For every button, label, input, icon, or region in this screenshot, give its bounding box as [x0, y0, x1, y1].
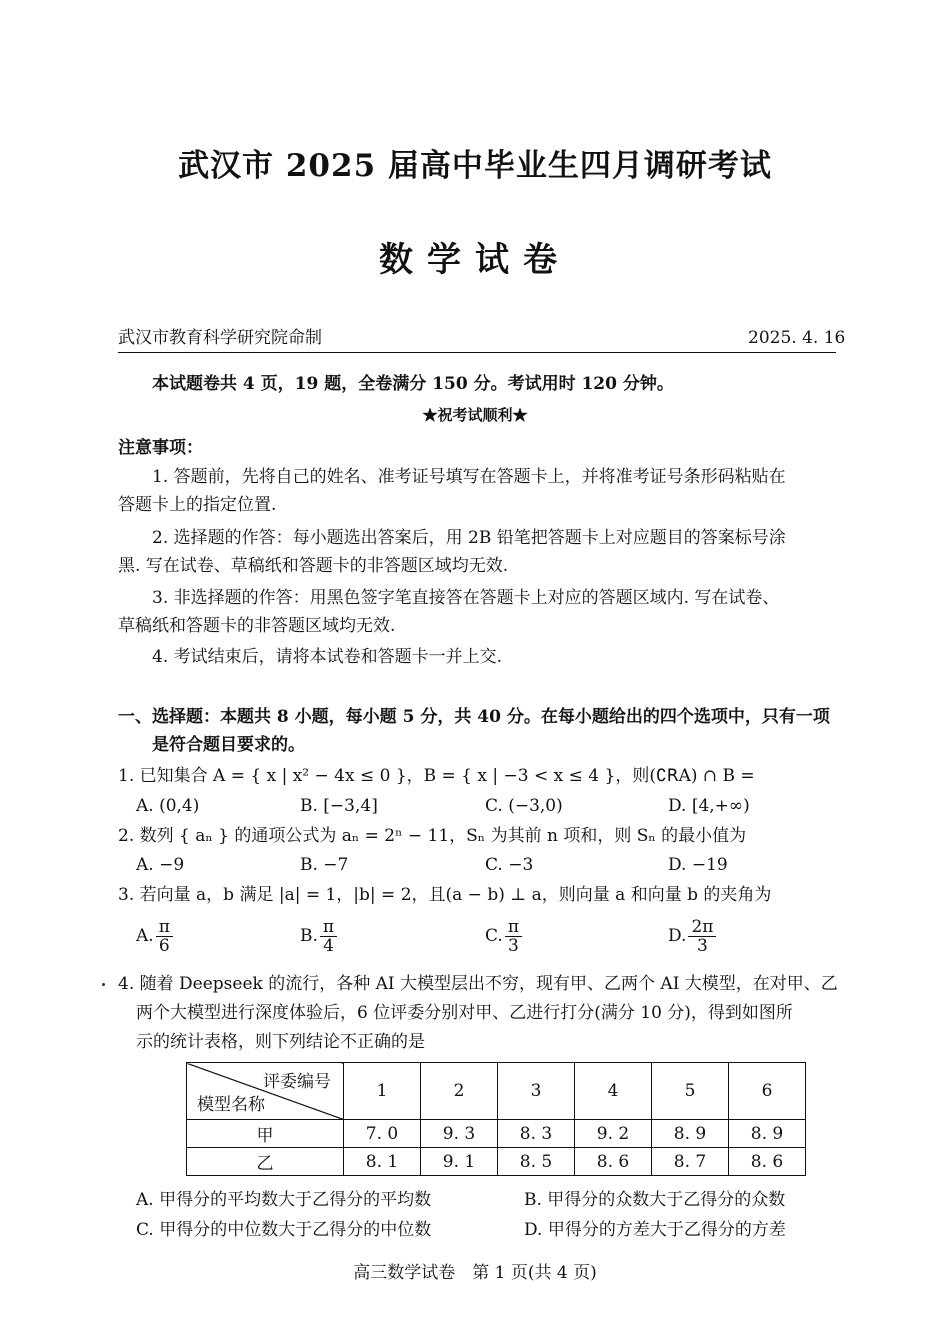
score-cell: 8. 9 [652, 1120, 729, 1148]
fraction-numerator: 2π [688, 918, 716, 937]
q2-option-b: B. −7 [300, 855, 349, 875]
exam-date: 2025. 4. 16 [748, 328, 846, 348]
exam-title: 武汉市 2025 届高中毕业生四月调研考试 [178, 148, 772, 184]
header-divider [118, 352, 836, 353]
q4-option-c: C. 甲得分的中位数大于乙得分的中位数 [136, 1220, 432, 1240]
question-1-stem: 1. 已知集合 A = { x | x² − 4x ≤ 0 }，B = { x | −3 < x ≤ 4 }，则(∁ꓣA) ∩ B = [118, 766, 755, 786]
question-3-stem: 3. 若向量 a，b 满足 |a| = 1，|b| = 2，且(a − b) ⊥ a，则向量 a 和向量 b 的夹角为 [118, 885, 772, 905]
note-1-line-2: 答题卡上的指定位置. [118, 495, 277, 515]
table-header-row [187, 1063, 806, 1120]
note-3-line-1: 3. 非选择题的作答：用黑色签字笔直接答在答题卡上对应的答题区域内. 写在试卷、 [152, 588, 780, 608]
q2-option-d: D. −19 [668, 855, 728, 875]
q2-option-a: A. −9 [136, 855, 185, 875]
q3-option-a-fraction [156, 918, 173, 955]
fraction-numerator: π [320, 918, 337, 937]
fraction-denominator: 4 [323, 936, 334, 956]
section-1-heading-line-2: 是符合题目要求的。 [152, 735, 305, 755]
q3-option-c-fraction [505, 918, 522, 955]
fraction-numerator: π [505, 918, 522, 937]
judge-header: 5 [652, 1063, 729, 1120]
judge-header: 3 [498, 1063, 575, 1120]
q3-option-b-label: B. [300, 926, 318, 946]
section-1-heading-line-1: 一、选择题：本题共 8 小题，每小题 5 分，共 40 分。在每小题给出的四个选项中，只有一项 [118, 707, 830, 727]
score-cell: 8. 7 [652, 1148, 729, 1176]
fraction-denominator: 3 [697, 936, 708, 956]
note-3-line-2: 草稿纸和答题卡的非答题区域均无效. [118, 616, 396, 636]
q3-option-d [668, 918, 716, 955]
table-row [187, 1148, 806, 1176]
fraction-denominator: 6 [158, 936, 170, 956]
issuer: 武汉市教育科学研究院命制 [118, 328, 322, 348]
score-cell: 8. 1 [344, 1148, 421, 1176]
q4-option-b: B. 甲得分的众数大于乙得分的众数 [524, 1190, 786, 1210]
judge-header: 1 [344, 1063, 421, 1120]
score-table [186, 1062, 806, 1176]
q3-option-b [300, 918, 337, 955]
score-cell: 7. 0 [344, 1120, 421, 1148]
good-luck-banner: ★祝考试顺利★ [422, 406, 528, 424]
q2-option-c: C. −3 [485, 855, 534, 875]
q3-option-c [485, 918, 522, 955]
q3-option-d-fraction [688, 918, 716, 955]
score-cell: 8. 9 [729, 1120, 806, 1148]
margin-dot [102, 983, 105, 986]
judge-header: 6 [729, 1063, 806, 1120]
score-cell: 9. 1 [421, 1148, 498, 1176]
page-footer: 高三数学试卷 第 1 页(共 4 页) [353, 1263, 597, 1283]
note-1-line-1: 1. 答题前，先将自己的姓名、准考证号填写在答题卡上，并将准考证号条形码粘贴在 [152, 467, 786, 487]
note-2-line-1: 2. 选择题的作答：每小题选出答案后，用 2B 铅笔把答题卡上对应题目的答案标号涂 [152, 528, 786, 548]
fraction-numerator: π [156, 918, 173, 937]
notes-heading: 注意事项： [118, 438, 203, 458]
exam-intro: 本试题卷共 4 页，19 题，全卷满分 150 分。考试用时 120 分钟。 [152, 374, 674, 394]
question-4-line-2: 两个大模型进行深度体验后，6 位评委分别对甲、乙进行打分(满分 10 分)，得到如图所 [136, 1003, 793, 1023]
table-row [187, 1120, 806, 1148]
model-name-cell: 乙 [187, 1148, 344, 1176]
model-name-cell: 甲 [187, 1120, 344, 1148]
q1-option-b: B. [−3,4] [300, 796, 378, 816]
q4-option-d: D. 甲得分的方差大于乙得分的方差 [524, 1220, 786, 1240]
q3-option-a-label: A. [136, 926, 154, 946]
score-cell: 8. 6 [729, 1148, 806, 1176]
q4-option-a: A. 甲得分的平均数大于乙得分的平均数 [136, 1190, 432, 1210]
score-cell: 9. 2 [575, 1120, 652, 1148]
score-cell: 8. 3 [498, 1120, 575, 1148]
q1-option-d: D. [4,+∞) [668, 796, 750, 816]
exam-subject-title: 数学试卷 [379, 240, 571, 280]
q1-option-c: C. (−3,0) [485, 796, 563, 816]
question-4-line-3: 示的统计表格，则下列结论不正确的是 [136, 1032, 425, 1052]
q3-option-c-label: C. [485, 926, 503, 946]
fraction-denominator: 3 [507, 936, 519, 956]
q1-option-a: A. (0,4) [136, 796, 200, 816]
score-cell: 8. 6 [575, 1148, 652, 1176]
question-4-line-1: 4. 随着 Deepseek 的流行，各种 AI 大模型层出不穷，现有甲、乙两个 AI 大模型，在对甲、乙 [118, 974, 838, 994]
corner-label-models: 模型名称 [197, 1095, 265, 1115]
q3-option-d-label: D. [668, 926, 687, 946]
score-cell: 8. 5 [498, 1148, 575, 1176]
judge-header: 2 [421, 1063, 498, 1120]
score-cell: 9. 3 [421, 1120, 498, 1148]
q3-option-b-fraction [320, 918, 337, 955]
note-2-line-2: 黑. 写在试卷、草稿纸和答题卡的非答题区域均无效. [118, 556, 509, 576]
corner-label-judges: 评委编号 [263, 1072, 331, 1092]
judge-header: 4 [575, 1063, 652, 1120]
note-4: 4. 考试结束后，请将本试卷和答题卡一并上交. [152, 647, 503, 667]
q3-option-a [136, 918, 173, 955]
table-corner-cell [187, 1063, 344, 1120]
question-2-stem: 2. 数列 { aₙ } 的通项公式为 aₙ = 2ⁿ − 11，Sₙ 为其前 n 项和，则 Sₙ 的最小值为 [118, 826, 747, 846]
